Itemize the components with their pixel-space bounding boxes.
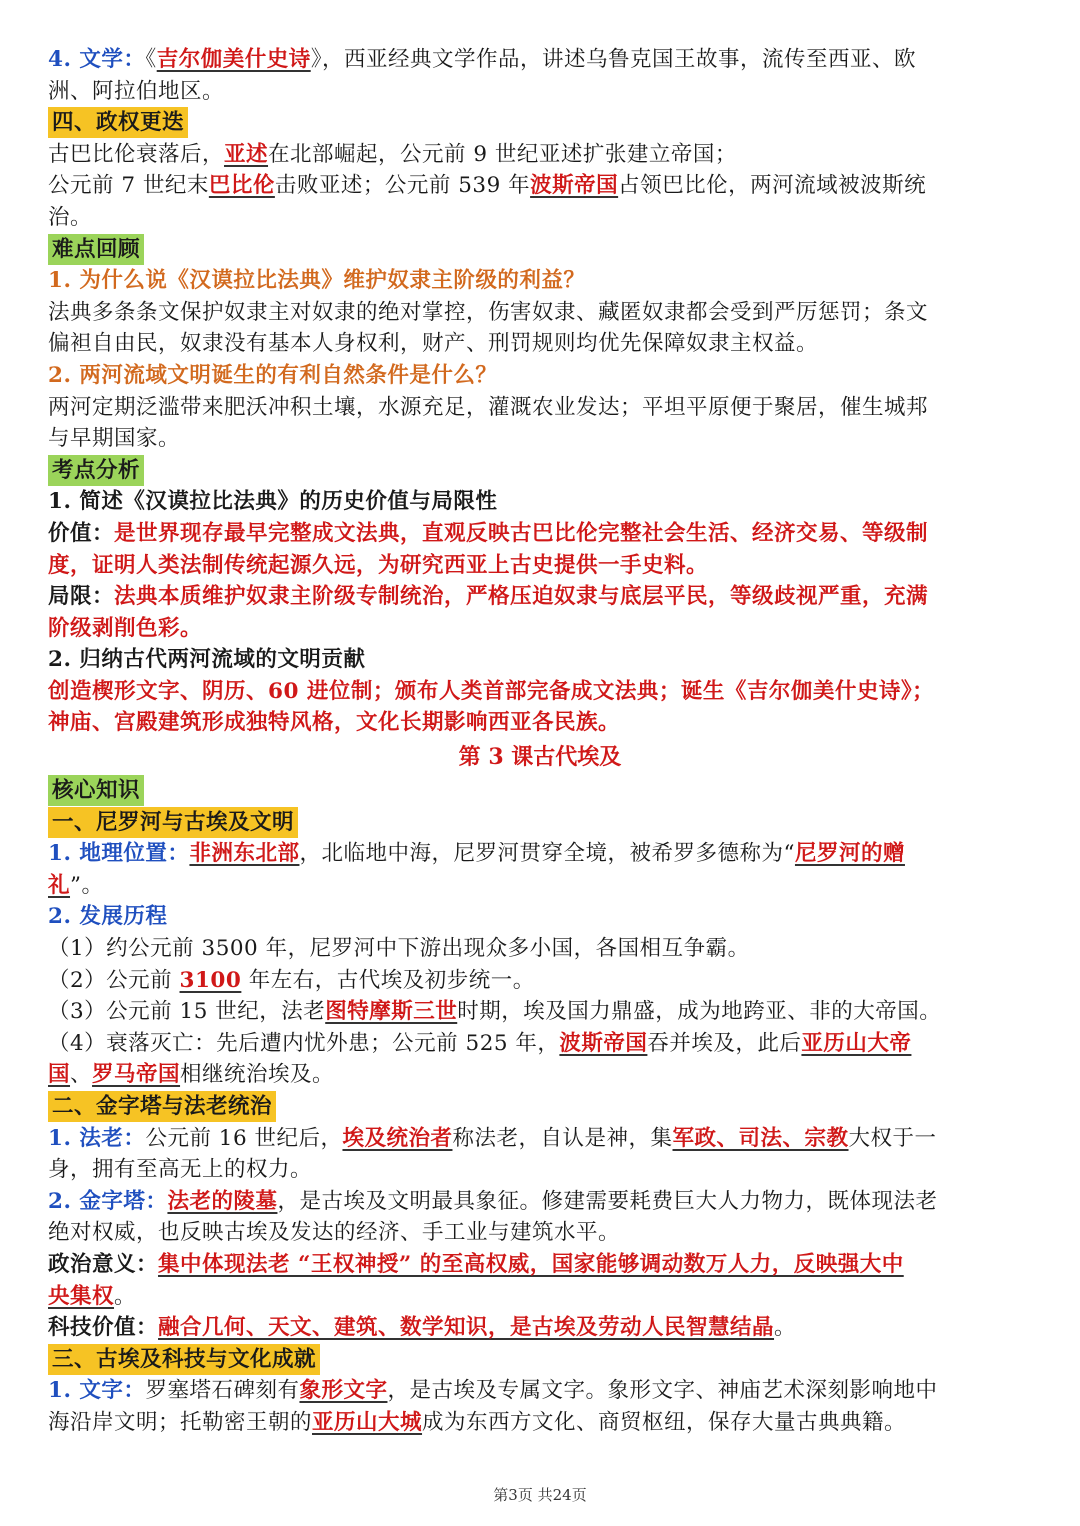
document-page [48,44,1032,1439]
text-line: 4. 文学：《吉尔伽美什史诗》，西亚经典文学作品，讲述乌鲁克国王故事，流传至西亚、欧 [48,47,916,72]
text-line: （2）公元前 3100 年左右，古代埃及初步统一。 [48,967,535,993]
section-heading: 难点回顾 [48,234,1032,266]
text-line: 价值：是世界现存最早完整成文法典，直观反映古巴比伦完整社会生活、经济交易、等级制 [48,520,929,546]
text-line: 局限：法典本质维护奴隶主阶级专制统治，严格压迫奴隶与底层平民，等级歧视严重，充满 [48,584,929,610]
question: 2. 两河流域文明诞生的有利自然条件是什么？ [48,362,498,388]
text-line: 古巴比伦衰落后，亚述在北部崛起，公元前 9 世纪亚述扩张建立帝国； [48,141,737,167]
section-heading: 考点分析 [48,455,1032,487]
text-line: （3）公元前 15 世纪，法老图特摩斯三世时期，埃及国力鼎盛，成为地跨亚、非的大帝国。 [48,999,942,1025]
text-line: 与早期国家。 [48,426,181,452]
text-line: （4）衰落灭亡：先后遭内忧外患；公元前 525 年，波斯帝国吞并埃及，此后亚历山大帝 [48,1030,912,1056]
subheading: 2. 发展历程 [48,904,168,930]
section-heading: 核心知识 [48,775,1032,807]
question: 1. 为什么说《汉谟拉比法典》维护奴隶主阶级的利益？ [48,268,586,294]
text-line: （1）约公元前 3500 年，尼罗河中下游出现众多小国，各国相互争霸。 [48,936,750,962]
text-line: 两河定期泛滥带来肥沃冲积土壤，水源充足，灌溉农业发达；平坦平原便于聚居，催生城邦 [48,394,929,420]
text-line: 2. 金字塔：法老的陵墓，是古埃及文明最具象征。修建需要耗费巨大人力物力，既体现法老 [48,1188,938,1214]
text-line: 政治意义：集中体现法老 “王权神授” 的至高权威，国家能够调动数万人力，反映强大中 [48,1251,904,1277]
text-line: 洲、阿拉伯地区。 [48,78,225,104]
text-line: 身，拥有至高无上的权力。 [48,1157,313,1183]
lesson-title: 第 3 课古代埃及 [458,744,622,771]
text-line: 创造楔形文字、阴历、60 进位制；颁布人类首部完备成文法典；诞生《吉尔伽美什史诗》； [48,678,935,704]
section-heading: 三、古埃及科技与文化成就 [48,1344,1032,1376]
text-line: 科技价值：融合几何、天文、建筑、数学知识，是古埃及劳动人民智慧结晶。 [48,1315,797,1341]
text-line: 绝对权威，也反映古埃及发达的经济、手工业与建筑水平。 [48,1220,621,1246]
text-line: 1. 法老：公元前 16 世纪后，埃及统治者称法老，自认是神，集军政、司法、宗教大权于一 [48,1125,937,1151]
text-line: 神庙、宫殿建筑形成独特风格，文化长期影响西亚各民族。 [48,710,621,736]
text-line: 央集权。 [48,1283,137,1309]
page-footer: 第3页 共24页 [493,1486,587,1504]
text-line: 1. 地理位置：非洲东北部，北临地中海，尼罗河贯穿全境，被希罗多德称为“尼罗河的赠 [48,841,905,867]
section-heading: 二、金字塔与法老统治 [48,1091,1032,1123]
question: 2. 归纳古代两河流域的文明贡献 [48,647,366,673]
text-line: 偏袒自由民，奴隶没有基本人身权利，财产、刑罚规则均优先保障奴隶主权益。 [48,331,819,357]
text-line: 海沿岸文明；托勒密王朝的亚历山大城成为东西方文化、商贸枢纽，保存大量古典典籍。 [48,1409,907,1435]
text-line: 礼”。 [48,872,104,898]
text-line: 公元前 7 世纪末巴比伦击败亚述；公元前 539 年波斯帝国占领巴比伦，两河流域被波斯统 [48,173,927,199]
question: 1. 简述《汉谟拉比法典》的历史价值与局限性 [48,489,498,515]
text-line: 1. 文字：罗塞塔石碑刻有象形文字，是古埃及专属文字。象形文字、神庙艺术深刻影响地中 [48,1378,938,1404]
section-heading: 一、尼罗河与古埃及文明 [48,807,1032,839]
text-line: 阶级剥削色彩。 [48,615,203,641]
text-line: 国、罗马帝国相继统治埃及。 [48,1062,335,1088]
text-line: 度，证明人类法制传统起源久远，为研究西亚上古史提供一手史料。 [48,552,709,578]
text-line: 法典多条条文保护奴隶主对奴隶的绝对掌控，伤害奴隶、藏匿奴隶都会受到严厉惩罚；条文 [48,299,929,325]
section-heading: 四、政权更迭 [48,107,1032,139]
text-line: 治。 [48,204,93,230]
